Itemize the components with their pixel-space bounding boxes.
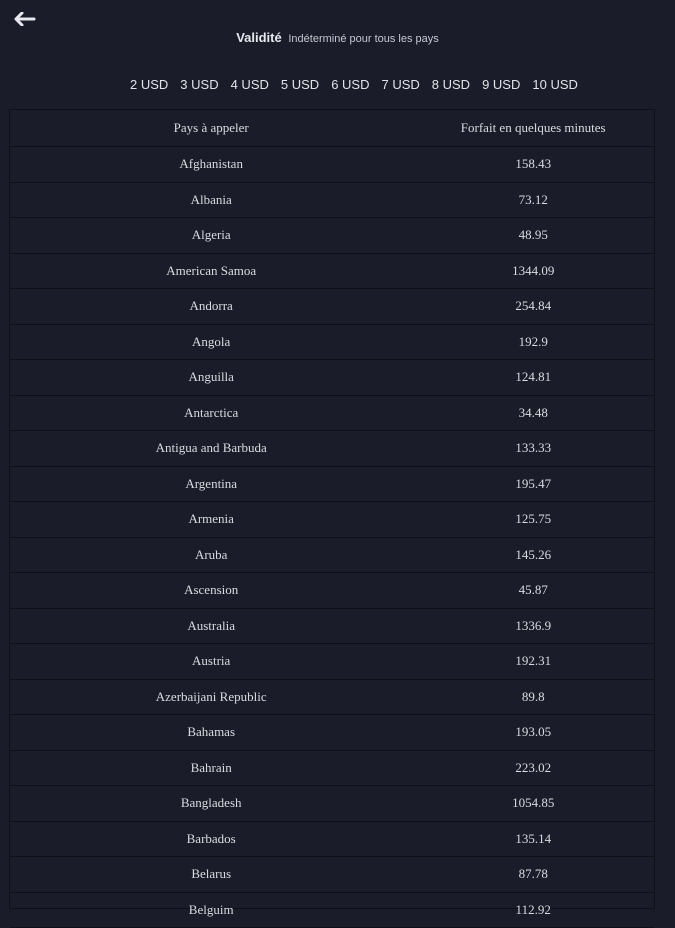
table-body bbox=[10, 147, 654, 928]
validity-label: Validité bbox=[236, 30, 282, 45]
amount-option-10[interactable]: 10 USD bbox=[526, 75, 584, 94]
amount-option-2[interactable]: 2 USD bbox=[124, 75, 174, 94]
amount-option-4[interactable]: 4 USD bbox=[225, 75, 275, 94]
table-row bbox=[10, 822, 654, 858]
validity-line bbox=[0, 30, 675, 45]
validity-text: Indéterminé pour tous les pays bbox=[288, 33, 438, 45]
country-cell: Argentina bbox=[10, 476, 412, 492]
table-row bbox=[10, 857, 654, 893]
minutes-cell: 124.81 bbox=[412, 369, 654, 385]
minutes-cell: 45.87 bbox=[412, 582, 654, 598]
minutes-cell: 1054.85 bbox=[412, 795, 654, 811]
country-cell: Algeria bbox=[10, 227, 412, 243]
header-minutes: Forfait en quelques minutes bbox=[412, 120, 654, 136]
country-cell: Aruba bbox=[10, 547, 412, 563]
minutes-cell: 1336.9 bbox=[412, 618, 654, 634]
rates-table bbox=[9, 109, 655, 909]
country-cell: American Samoa bbox=[10, 263, 412, 279]
minutes-cell: 223.02 bbox=[412, 760, 654, 776]
minutes-cell: 133.33 bbox=[412, 440, 654, 456]
minutes-cell: 89.8 bbox=[412, 689, 654, 705]
table-row bbox=[10, 644, 654, 680]
minutes-cell: 195.47 bbox=[412, 476, 654, 492]
amount-option-9[interactable]: 9 USD bbox=[476, 75, 526, 94]
table-row bbox=[10, 893, 654, 928]
country-cell: Armenia bbox=[10, 511, 412, 527]
table-row bbox=[10, 431, 654, 467]
table-row bbox=[10, 360, 654, 396]
amount-option-3[interactable]: 3 USD bbox=[174, 75, 224, 94]
table-row bbox=[10, 680, 654, 716]
country-cell: Angola bbox=[10, 334, 412, 350]
country-cell: Ascension bbox=[10, 582, 412, 598]
table-row bbox=[10, 467, 654, 503]
amount-option-5[interactable]: 5 USD bbox=[275, 75, 325, 94]
country-cell: Albania bbox=[10, 192, 412, 208]
country-cell: Australia bbox=[10, 618, 412, 634]
country-cell: Belarus bbox=[10, 866, 412, 882]
table-row bbox=[10, 786, 654, 822]
minutes-cell: 112.92 bbox=[412, 902, 654, 918]
back-arrow-icon bbox=[14, 12, 36, 26]
table-row bbox=[10, 538, 654, 574]
table-row bbox=[10, 609, 654, 645]
country-cell: Afghanistan bbox=[10, 156, 412, 172]
minutes-cell: 193.05 bbox=[412, 724, 654, 740]
minutes-cell: 192.9 bbox=[412, 334, 654, 350]
minutes-cell: 192.31 bbox=[412, 653, 654, 669]
minutes-cell: 73.12 bbox=[412, 192, 654, 208]
table-row bbox=[10, 183, 654, 219]
amount-option-7[interactable]: 7 USD bbox=[375, 75, 425, 94]
country-cell: Belguim bbox=[10, 902, 412, 918]
country-cell: Antigua and Barbuda bbox=[10, 440, 412, 456]
minutes-cell: 125.75 bbox=[412, 511, 654, 527]
minutes-cell: 254.84 bbox=[412, 298, 654, 314]
country-cell: Anguilla bbox=[10, 369, 412, 385]
minutes-cell: 48.95 bbox=[412, 227, 654, 243]
minutes-cell: 1344.09 bbox=[412, 263, 654, 279]
country-cell: Bahrain bbox=[10, 760, 412, 776]
minutes-cell: 158.43 bbox=[412, 156, 654, 172]
minutes-cell: 87.78 bbox=[412, 866, 654, 882]
table-row bbox=[10, 289, 654, 325]
table-row bbox=[10, 325, 654, 361]
table-row bbox=[10, 396, 654, 432]
header-country: Pays à appeler bbox=[10, 120, 412, 136]
country-cell: Azerbaijani Republic bbox=[10, 689, 412, 705]
country-cell: Andorra bbox=[10, 298, 412, 314]
country-cell: Bangladesh bbox=[10, 795, 412, 811]
minutes-cell: 135.14 bbox=[412, 831, 654, 847]
country-cell: Austria bbox=[10, 653, 412, 669]
amount-option-8[interactable]: 8 USD bbox=[426, 75, 476, 94]
amount-option-6[interactable]: 6 USD bbox=[325, 75, 375, 94]
country-cell: Antarctica bbox=[10, 405, 412, 421]
table-row bbox=[10, 715, 654, 751]
table-row bbox=[10, 254, 654, 290]
minutes-cell: 145.26 bbox=[412, 547, 654, 563]
country-cell: Bahamas bbox=[10, 724, 412, 740]
minutes-cell: 34.48 bbox=[412, 405, 654, 421]
table-row bbox=[10, 218, 654, 254]
amount-selector bbox=[124, 75, 584, 94]
table-row bbox=[10, 751, 654, 787]
back-button[interactable] bbox=[14, 6, 48, 32]
table-header-row bbox=[10, 110, 654, 147]
table-row bbox=[10, 573, 654, 609]
table-row bbox=[10, 147, 654, 183]
table-row bbox=[10, 502, 654, 538]
country-cell: Barbados bbox=[10, 831, 412, 847]
